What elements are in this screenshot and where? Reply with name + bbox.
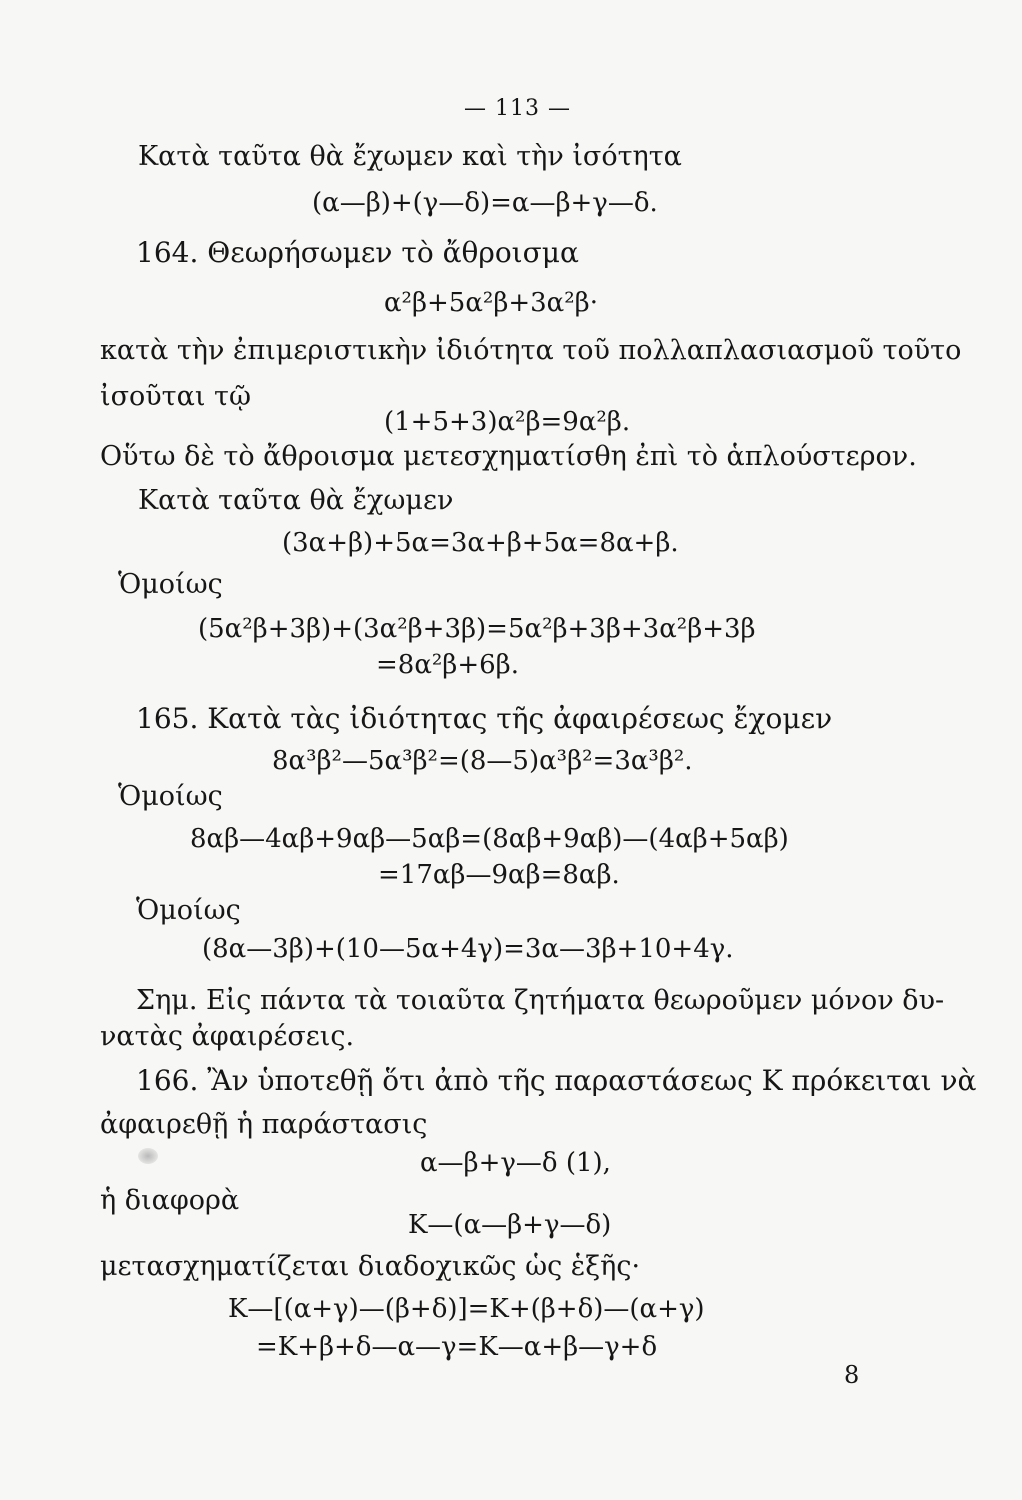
note-line: νατὰς ἀφαιρέσεις. <box>100 1021 355 1052</box>
text-line: Ὁμοίως <box>118 569 223 600</box>
equation: (8α—3β)+(10—5α+4γ)=3α—3β+10+4γ. <box>202 934 734 964</box>
text-line: ἀφαιρεθῇ ἡ παράστασις <box>100 1109 428 1140</box>
text-line: κατὰ τὴν ἐπιμεριστικὴν ἰδιότητα τοῦ πολλαπλασιασμοῦ τοῦτο <box>100 335 962 366</box>
ink-smudge <box>138 1148 158 1164</box>
equation: Κ—(α—β+γ—δ) <box>408 1210 612 1240</box>
equation: 8αβ—4αβ+9αβ—5αβ=(8αβ+9αβ)—(4αβ+5αβ) <box>190 824 789 854</box>
equation: =Κ+β+δ—α—γ=Κ—α+β—γ+δ <box>256 1332 658 1362</box>
text-line: ἰσοῦται τῷ <box>100 381 251 412</box>
equation: (5α²β+3β)+(3α²β+3β)=5α²β+3β+3α²β+3β <box>198 614 756 644</box>
text-line: Οὕτω δὲ τὸ ἄθροισμα μετεσχηματίσθη ἐπὶ τὸ ἁπλούστερον. <box>100 441 917 472</box>
equation: (α—β)+(γ—δ)=α—β+γ—δ. <box>312 188 658 218</box>
note-line: Σημ. Εἰς πάντα τὰ τοιαῦτα ζητήματα θεωροῦμεν μόνον δυ- <box>136 985 945 1016</box>
section-166-heading: 166. Ἂν ὑποτεθῇ ὅτι ἀπὸ τῆς παραστάσεως Κ πρόκειται νὰ <box>136 1064 977 1097</box>
equation: α²β+5α²β+3α²β· <box>384 288 598 318</box>
equation: α—β+γ—δ (1), <box>420 1148 611 1178</box>
page-number: — 113 — <box>464 96 571 121</box>
equation: (1+5+3)α²β=9α²β. <box>384 407 631 437</box>
equation: 8α³β²—5α³β²=(8—5)α³β²=3α³β². <box>272 746 693 776</box>
text-line: Ὁμοίως <box>136 895 241 926</box>
text-line: μετασχηματίζεται διαδοχικῶς ὡς ἑξῆς· <box>100 1251 641 1282</box>
text-line: Κατὰ ταῦτα θὰ ἔχωμεν <box>138 485 454 516</box>
equation: (3α+β)+5α=3α+β+5α=8α+β. <box>282 528 679 558</box>
equation: =17αβ—9αβ=8αβ. <box>378 860 620 890</box>
section-164-heading: 164. Θεωρήσωμεν τὸ ἄθροισμα <box>136 236 579 269</box>
text-line: ἡ διαφορὰ <box>100 1185 240 1216</box>
equation: Κ—[(α+γ)—(β+δ)]=Κ+(β+δ)—(α+γ) <box>228 1294 705 1324</box>
text-line: Ὁμοίως <box>118 781 223 812</box>
text-line: Κατὰ ταῦτα θὰ ἔχωμεν καὶ τὴν ἰσότητα <box>138 141 682 172</box>
equation: =8α²β+6β. <box>376 650 519 680</box>
section-165-heading: 165. Κατὰ τὰς ἰδιότητας τῆς ἀφαιρέσεως ἔχομεν <box>136 702 833 735</box>
signature-mark: 8 <box>844 1361 860 1389</box>
